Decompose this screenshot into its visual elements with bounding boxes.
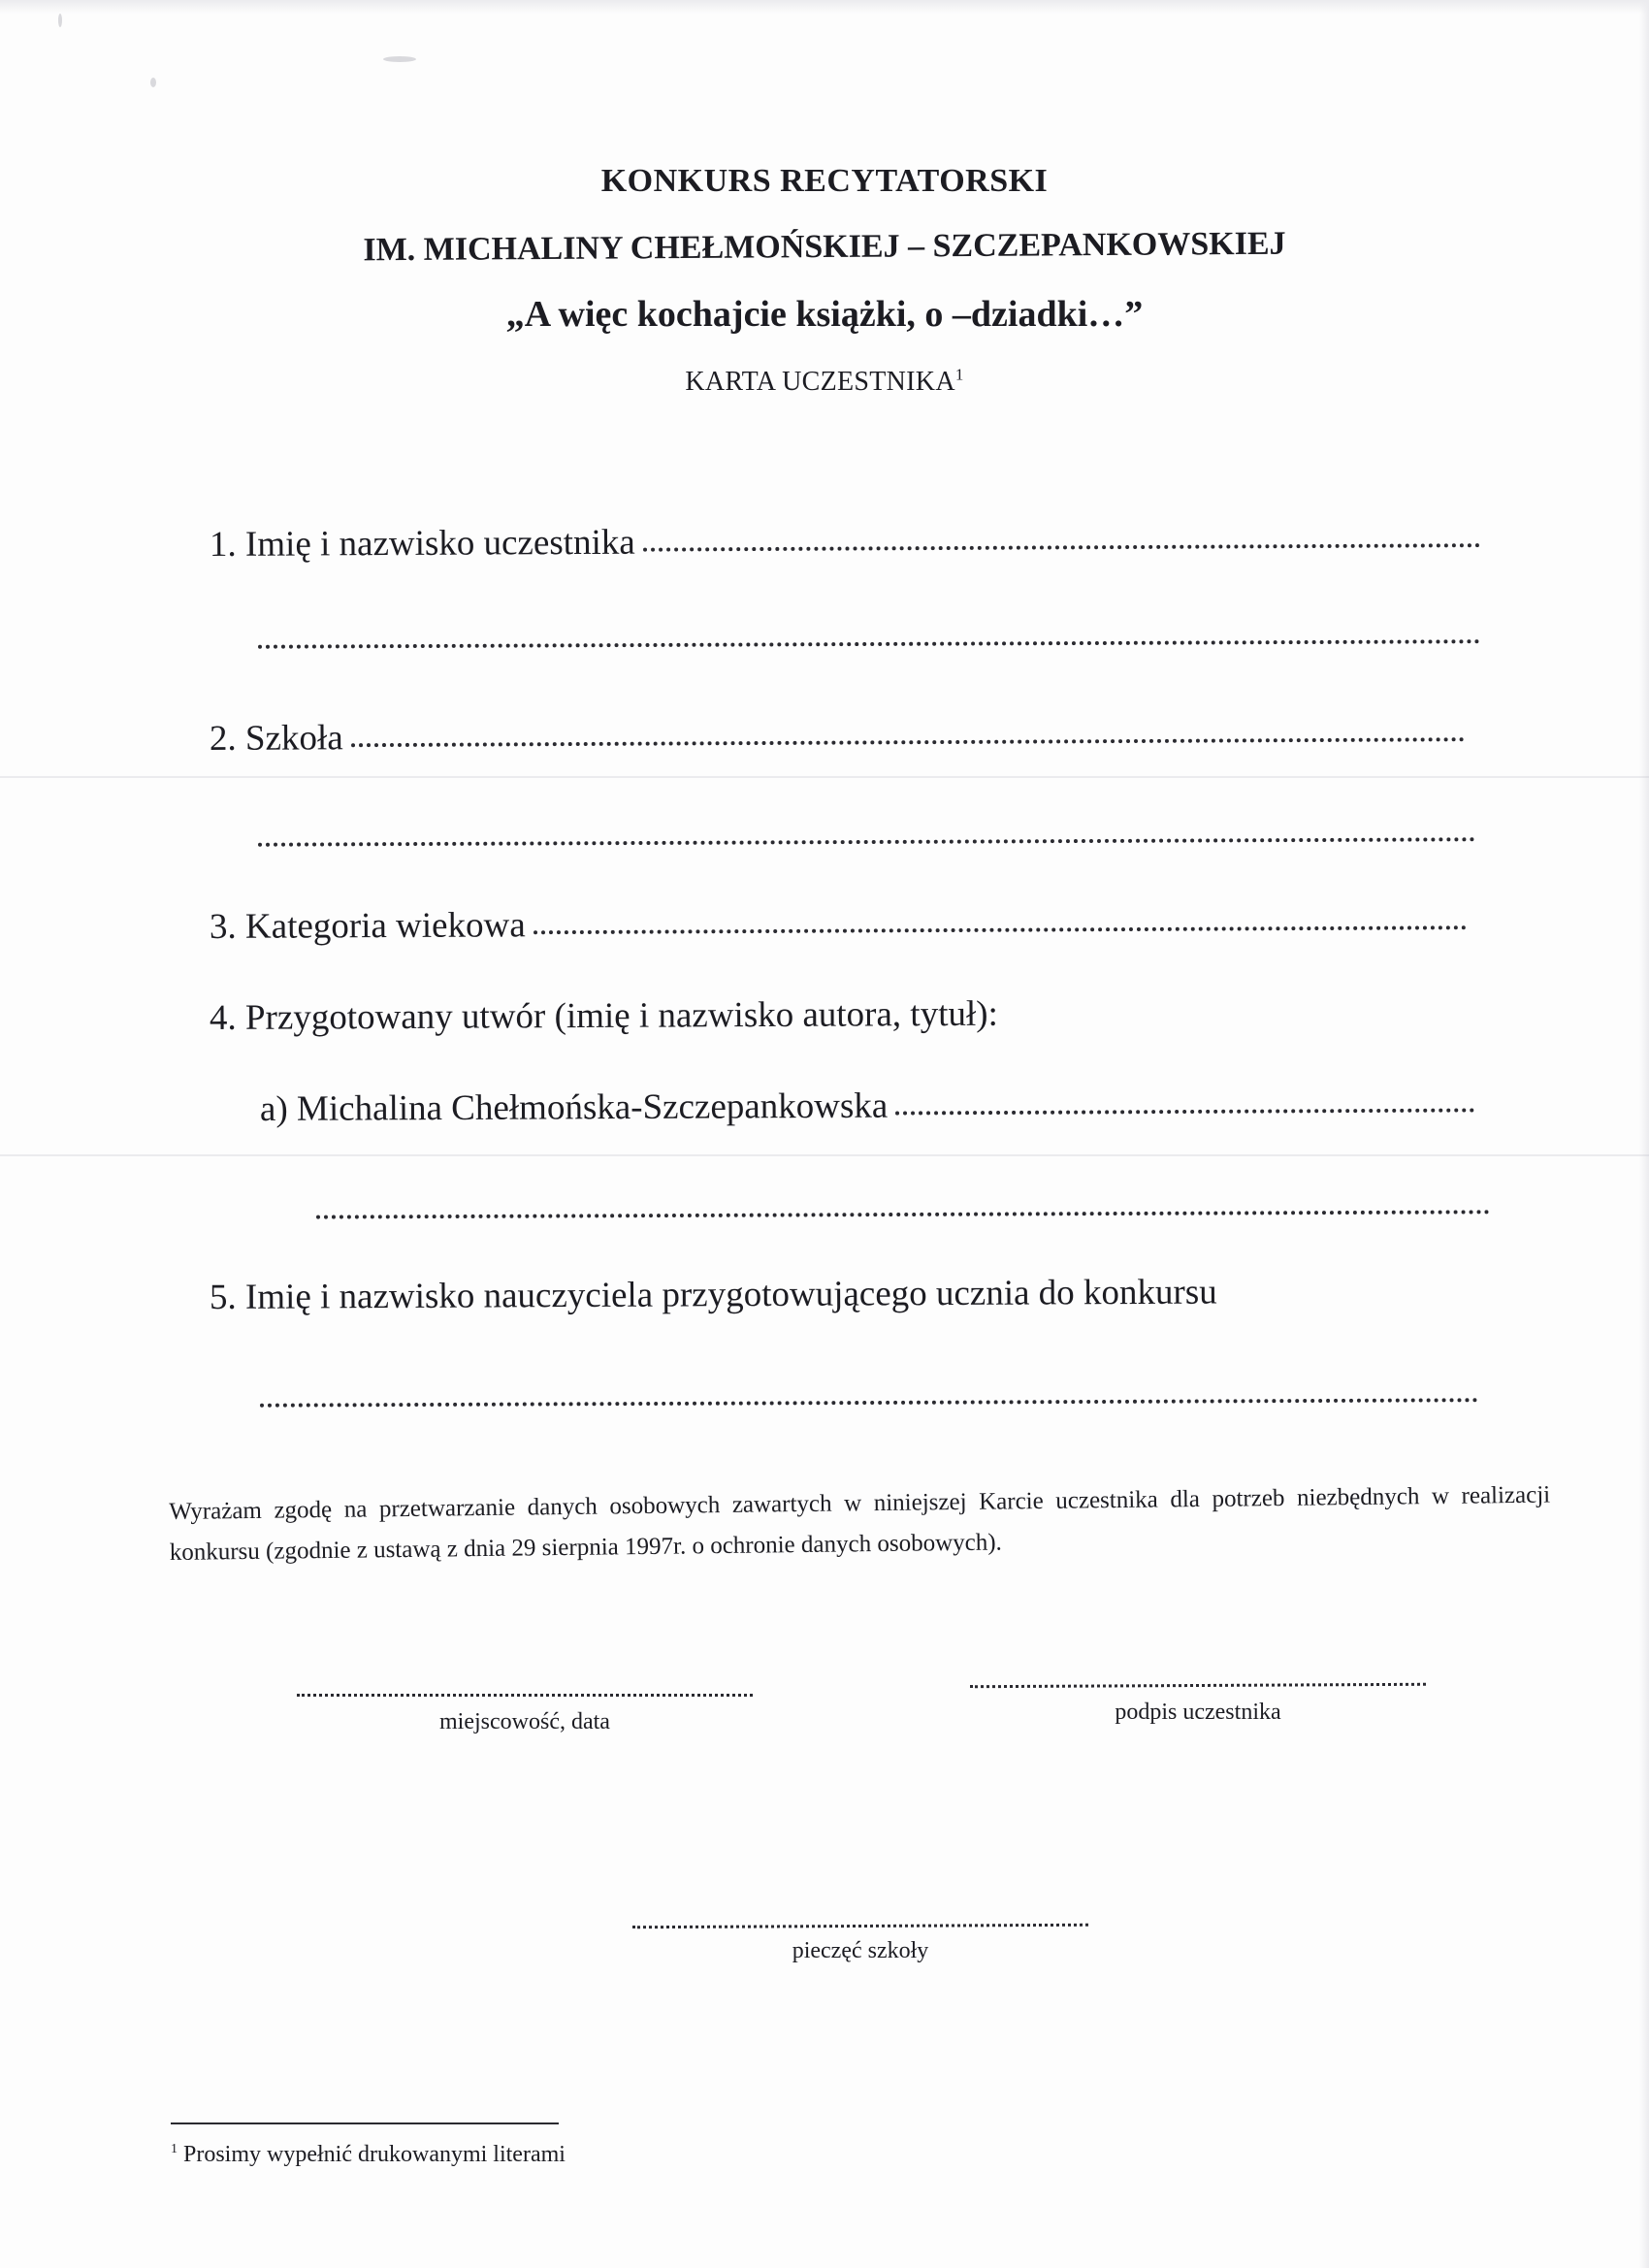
footnote-text: Prosimy wypełnić drukowanymi literami (183, 2142, 566, 2167)
paper-fold-line (0, 776, 1649, 778)
piece-author-field[interactable] (260, 1082, 1474, 1130)
scan-edge-right (1639, 0, 1649, 2268)
prepared-piece-heading (210, 993, 998, 1039)
piece-author-label: a) Michalina Chełmońska-Szczepankowska (259, 1085, 889, 1129)
data-processing-consent: Wyrażam zgodę na przetwarzanie danych osobowych zawartych w niniejszej Karcie uczestnika dla potrzeb niezbędnych w realizacji konkursu (zgodnie z ustawą z dnia 29 sierpnia 1997r. o ochronie danych osobowych). (169, 1481, 1551, 1566)
contest-patron: IM. MICHALINY CHEŁMOŃSKIEJ – SZCZEPANKOWSKIEJ (363, 225, 1286, 269)
teacher-name-label: 5. Imię i nazwisko nauczyciela przygotowującego ucznia do konkursu (209, 1272, 1217, 1317)
footnote-separator (171, 2122, 559, 2124)
teacher-name-heading (210, 1272, 1217, 1318)
card-title-text: KARTA UCZESTNIKA (685, 367, 955, 397)
place-date-caption: miejscowość, data (439, 1709, 610, 1734)
scan-speck (383, 56, 416, 62)
contest-motto: „A więc kochajcie książki, o –dziadki…” (505, 294, 1144, 335)
age-category-label: 3. Kategoria wiekowa (209, 905, 526, 947)
contest-title: KONKURS RECYTATORSKI (600, 163, 1049, 199)
age-category-dotted-line (534, 925, 1467, 934)
participant-signature-caption: podpis uczestnika (1115, 1700, 1281, 1725)
participant-signature-line[interactable] (970, 1683, 1426, 1688)
place-date-line[interactable] (297, 1694, 753, 1697)
school-dotted-line (351, 737, 1465, 747)
participant-name-field[interactable] (210, 517, 1480, 566)
age-category-field[interactable] (210, 899, 1467, 948)
footnote (171, 2142, 566, 2168)
prepared-piece-label: 4. Przygotowany utwór (imię i nazwisko autora, tytuł): (209, 993, 998, 1038)
footnote-reference: 1 (954, 365, 964, 384)
school-continuation-line[interactable] (258, 837, 1475, 846)
teacher-name-line[interactable] (260, 1398, 1478, 1407)
school-stamp-line[interactable] (632, 1924, 1088, 1928)
card-title (0, 367, 1649, 398)
participant-name-dotted-line (643, 543, 1480, 552)
school-field[interactable] (210, 711, 1465, 760)
piece-author-dotted-line (895, 1108, 1474, 1115)
school-label: 2. Szkoła (209, 718, 343, 759)
piece-title-continuation-line[interactable] (316, 1210, 1490, 1218)
participant-name-label: 1. Imię i nazwisko uczestnika (209, 522, 635, 565)
scan-speck (150, 78, 156, 87)
footnote-marker: 1 (171, 2142, 178, 2156)
participant-name-continuation-line[interactable] (258, 639, 1480, 648)
scan-edge-top (0, 0, 1649, 14)
school-stamp-caption: pieczęć szkoły (792, 1938, 929, 1963)
paper-fold-line (0, 1154, 1649, 1156)
scan-speck (58, 14, 62, 27)
